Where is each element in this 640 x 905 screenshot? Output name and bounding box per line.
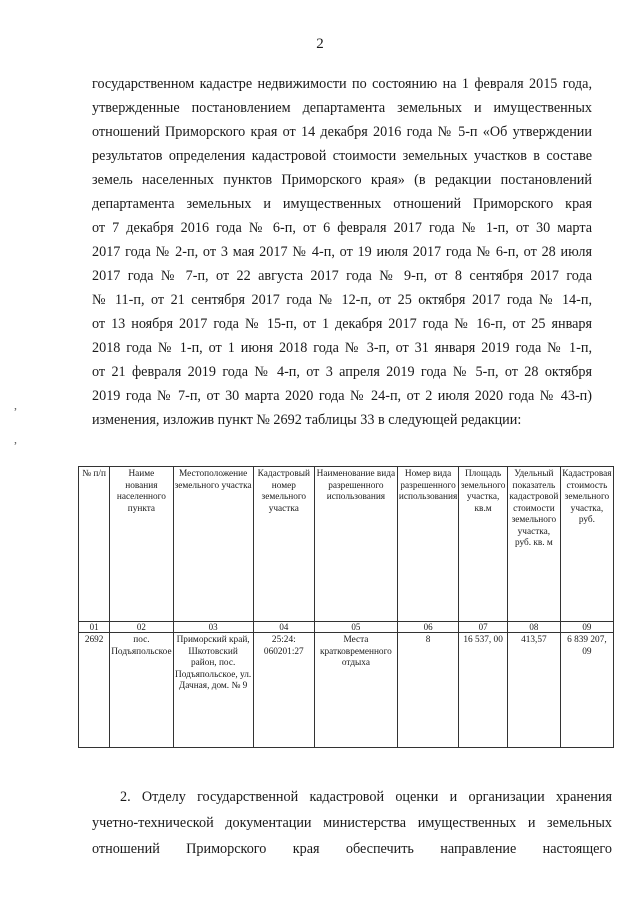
table-cell: 6 839 207, 09 (560, 633, 613, 748)
table-cell: Приморский край, Шкотовский район, пос. Подъяпольское, ул. Дачная, дом. № 9 (173, 633, 253, 748)
column-number: 01 (79, 622, 110, 633)
margin-mark: , (14, 432, 17, 446)
table-cell: 2692 (79, 633, 110, 748)
text-line: 2018 года № 1-п, от 1 июня 2018 года № 3-п, от 31 января 2019 года № 1-п, (92, 340, 592, 356)
text-line: 2019 года № 7-п, от 30 марта 2020 года № 24-п, от 2 июля 2020 года № 43-п) (92, 388, 592, 404)
column-number: 04 (253, 622, 314, 633)
table-cell: 16 537, 00 (459, 633, 508, 748)
header-cell: Удельный показатель кадастровой стоимости земельного участка, руб. кв. м (507, 467, 560, 622)
header-cell: Местоположение земельного участка (173, 467, 253, 622)
table-header-row (79, 467, 614, 622)
paragraph-amendments (92, 72, 592, 432)
text-line: от 21 февраля 2019 года № 4-п, от 3 апреля 2019 года № 5-п, от 28 октября (92, 364, 592, 380)
column-number: 09 (560, 622, 613, 633)
table-cell: 8 (397, 633, 458, 748)
header-cell: Кадастровая стоимость земельного участка, руб. (560, 467, 613, 622)
table-row (79, 633, 614, 748)
column-number: 02 (110, 622, 173, 633)
text-line: государственном кадастре недвижимости по состоянию на 1 февраля 2015 года, (92, 76, 592, 92)
table-cell: Места кратковременного отдыха (314, 633, 397, 748)
column-number: 06 (397, 622, 458, 633)
text-line: земель населенных пунктов Приморского края» (в редакции постановлений (92, 172, 592, 188)
column-number: 03 (173, 622, 253, 633)
header-cell: № п/п (79, 467, 110, 622)
text-line: учетно-технической документации министерства имущественных и земельных (92, 815, 612, 831)
table-cell: 25:24: 060201:27 (253, 633, 314, 748)
table-cell: 413,57 (507, 633, 560, 748)
text-line: от 7 декабря 2016 года № 6-п, от 6 февраля 2017 года № 1-п, от 30 марта (92, 220, 592, 236)
header-cell: Наименование вида разрешенного использования (314, 467, 397, 622)
text-line: 2. Отделу государственной кадастровой оценки и организации хранения (120, 789, 612, 805)
page-number: 2 (316, 36, 324, 52)
header-cell: Наиме нования населенного пункта (110, 467, 173, 622)
column-number: 05 (314, 622, 397, 633)
text-line: результатов определения кадастровой стоимости земельных участков в составе (92, 148, 592, 164)
column-number-row (79, 622, 614, 633)
text-line: 2017 года № 2-п, от 3 мая 2017 № 4-п, от 19 июля 2017 года № 6-п, от 28 июля (92, 244, 592, 260)
header-cell: Номер вида разрешенного использования (397, 467, 458, 622)
text-line: отношений Приморского края от 14 декабря 2016 года № 5-п «Об утверждении (92, 124, 592, 140)
text-line: от 13 ноября 2017 года № 15-п, от 1 декабря 2017 года № 16-п, от 25 января (92, 316, 592, 332)
cadastral-table (78, 466, 614, 748)
text-line: отношений Приморского края обеспечить направление настоящего (92, 841, 612, 857)
table-cell: пос. Подъяпольское (110, 633, 173, 748)
text-line: изменения, изложив пункт № 2692 таблицы 33 в следующей редакции: (92, 412, 522, 428)
text-line: 2017 года № 7-п, от 22 августа 2017 года № 9-п, от 8 сентября 2017 года (92, 268, 592, 284)
text-line: департамента земельных и имущественных отношений Приморского края (92, 196, 592, 212)
text-line: утвержденные постановлением департамента земельных и имущественных (92, 100, 592, 116)
header-cell: Площадь земельного участка, кв.м (459, 467, 508, 622)
column-number: 07 (459, 622, 508, 633)
column-number: 08 (507, 622, 560, 633)
header-cell: Кадастровый номер земельного участка (253, 467, 314, 622)
margin-mark: , (14, 398, 17, 412)
text-line: № 11-п, от 21 сентября 2017 года № 12-п, от 25 октября 2017 года № 14-п, (92, 292, 592, 308)
paragraph-item-2 (92, 784, 612, 862)
